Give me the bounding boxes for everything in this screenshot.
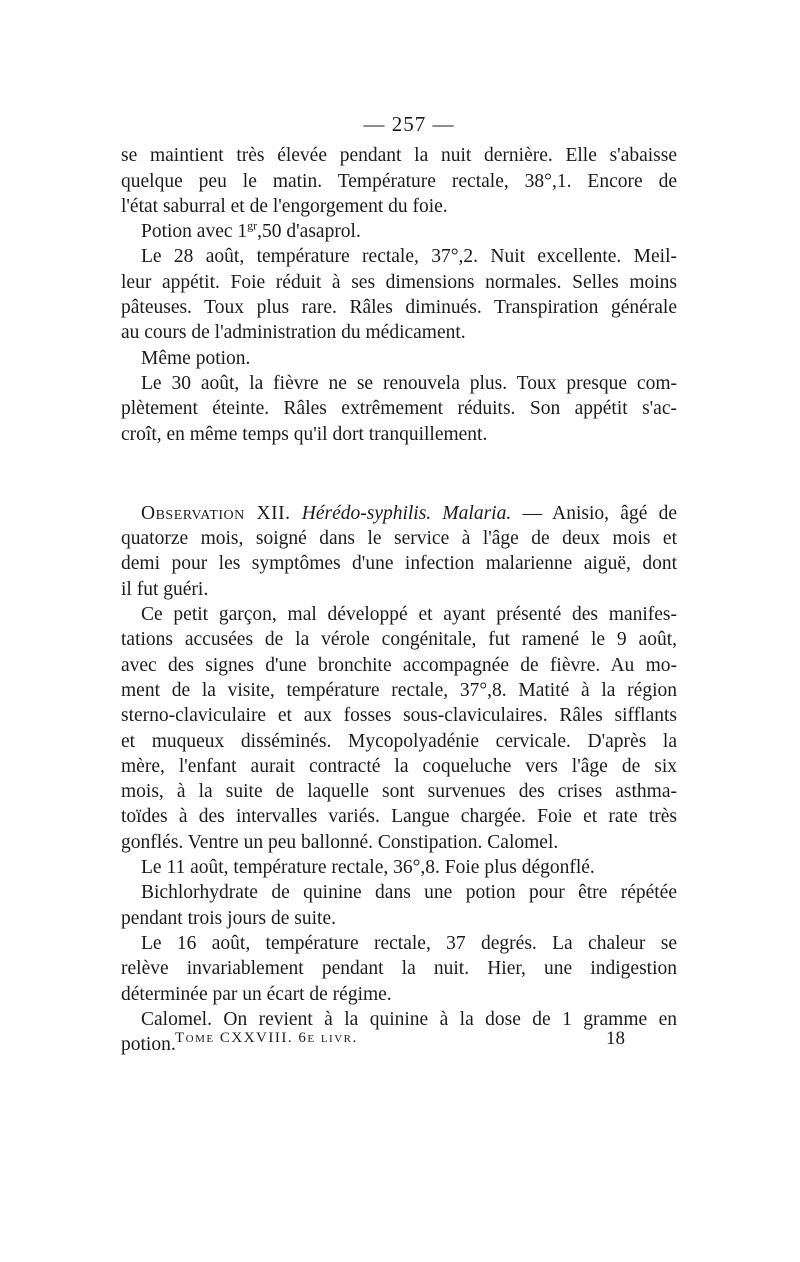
text-line: croît, en même temps qu'il dort tranquillement.: [121, 423, 488, 445]
text-line: toïdes à des intervalles variés. Langue chargée. Foie et rate très: [121, 806, 677, 828]
text-line: Calomel. On revient à la quinine à la dose de 1 gramme en: [141, 1008, 677, 1030]
page-body: [121, 112, 677, 1057]
text-line: avec des signes d'une bronchite accompagnée de fièvre. Au mo-: [121, 654, 677, 676]
paragraph-28-aout: [121, 244, 677, 345]
text-line: quelque peu le matin. Température rectale, 38°,1. Encore de: [121, 170, 677, 192]
text-line: potion.: [121, 1034, 176, 1056]
text-line: demi pour les symptômes d'une infection malarienne aiguë, dont: [121, 553, 677, 575]
footer-signature: 18: [606, 1028, 625, 1049]
paragraph-30-aout: [121, 371, 677, 447]
text-line: pendant trois jours de suite.: [121, 907, 337, 929]
paragraph-continued: [121, 143, 677, 219]
text-line: Même potion.: [141, 347, 251, 369]
text-line: au cours de l'administration du médicament.: [121, 322, 466, 344]
text-line: Le 16 août, température rectale, 37 degrés. La chaleur se: [141, 932, 677, 954]
text-line: quatorze mois, soigné dans le service à l'âge de deux mois et: [121, 528, 677, 550]
text-line: Le 30 août, la fièvre ne se renouvela plus. Toux presque com-: [141, 372, 677, 394]
text-line: mère, l'enfant aurait contracté la coqueluche vers l'âge de six: [121, 755, 677, 777]
observation-heading-paragraph: [121, 501, 677, 602]
text-line: Le 28 août, température rectale, 37°,2. Nuit excellente. Meil-: [141, 246, 677, 268]
text-line: il fut guéri.: [121, 578, 209, 600]
page-number: — 257 —: [363, 112, 455, 136]
text-line: relève invariablement pendant la nuit. Hier, une indigestion: [121, 958, 677, 980]
footer-tome: Tome CXXVIII. 6e livr.: [175, 1030, 358, 1046]
paragraph-11-aout: [121, 855, 677, 880]
text-line: Bichlorhydrate de quinine dans une potion pour être répétée: [141, 882, 677, 904]
paragraph-petit-garcon: [121, 602, 677, 855]
text-line: se maintient très élevée pendant la nuit dernière. Elle s'abaisse: [121, 145, 677, 167]
text-line: plètement éteinte. Râles extrêmement réduits. Son appétit s'ac-: [121, 398, 677, 420]
text-line: [141, 219, 677, 244]
observation-rest: — Anisio, âgé de: [522, 502, 678, 524]
potion-text-before: Potion avec 1: [141, 221, 248, 243]
observation-label: Observation XII.: [141, 502, 291, 524]
potion-text-after: ,50 d'asaprol.: [257, 221, 361, 243]
text-line: et muqueux disséminés. Mycopolyadénie cervicale. D'après la: [121, 730, 677, 752]
text-line: [121, 501, 677, 526]
text-line: déterminée par un écart de régime.: [121, 983, 392, 1005]
text-line: pâteuses. Toux plus rare. Râles diminués. Transpiration générale: [121, 297, 677, 319]
text-line: gonflés. Ventre un peu ballonné. Constipation. Calomel.: [121, 831, 559, 853]
text-line: tations accusées de la vérole congénitale, fut ramené le 9 août,: [121, 629, 677, 651]
page-footer: [175, 1030, 625, 1047]
paragraph-potion: [121, 219, 677, 244]
text-line: sterno-claviculaire et aux fosses sous-claviculaires. Râles sifflants: [121, 705, 677, 727]
paragraph-meme-potion: [121, 346, 677, 371]
text-line: mois, à la suite de laquelle sont survenues des crises asthma-: [121, 781, 677, 803]
text-line: Ce petit garçon, mal développé et ayant présenté des manifes-: [141, 604, 677, 626]
potion-unit: gr: [247, 218, 258, 233]
text-line: leur appétit. Foie réduit à ses dimensions normales. Selles moins: [121, 271, 677, 293]
observation-title: Hérédo-syphilis. Malaria.: [301, 502, 512, 524]
text-line: ment de la visite, température rectale, 37°,8. Matité à la région: [121, 679, 677, 701]
paragraph-bichlorhydrate: [121, 880, 677, 931]
text-line: l'état saburral et de l'engorgement du foie.: [121, 195, 448, 217]
section-gap: [121, 447, 677, 501]
text-line: Le 11 août, température rectale, 36°,8. Foie plus dégonflé.: [141, 857, 595, 879]
paragraph-16-aout: [121, 931, 677, 1007]
